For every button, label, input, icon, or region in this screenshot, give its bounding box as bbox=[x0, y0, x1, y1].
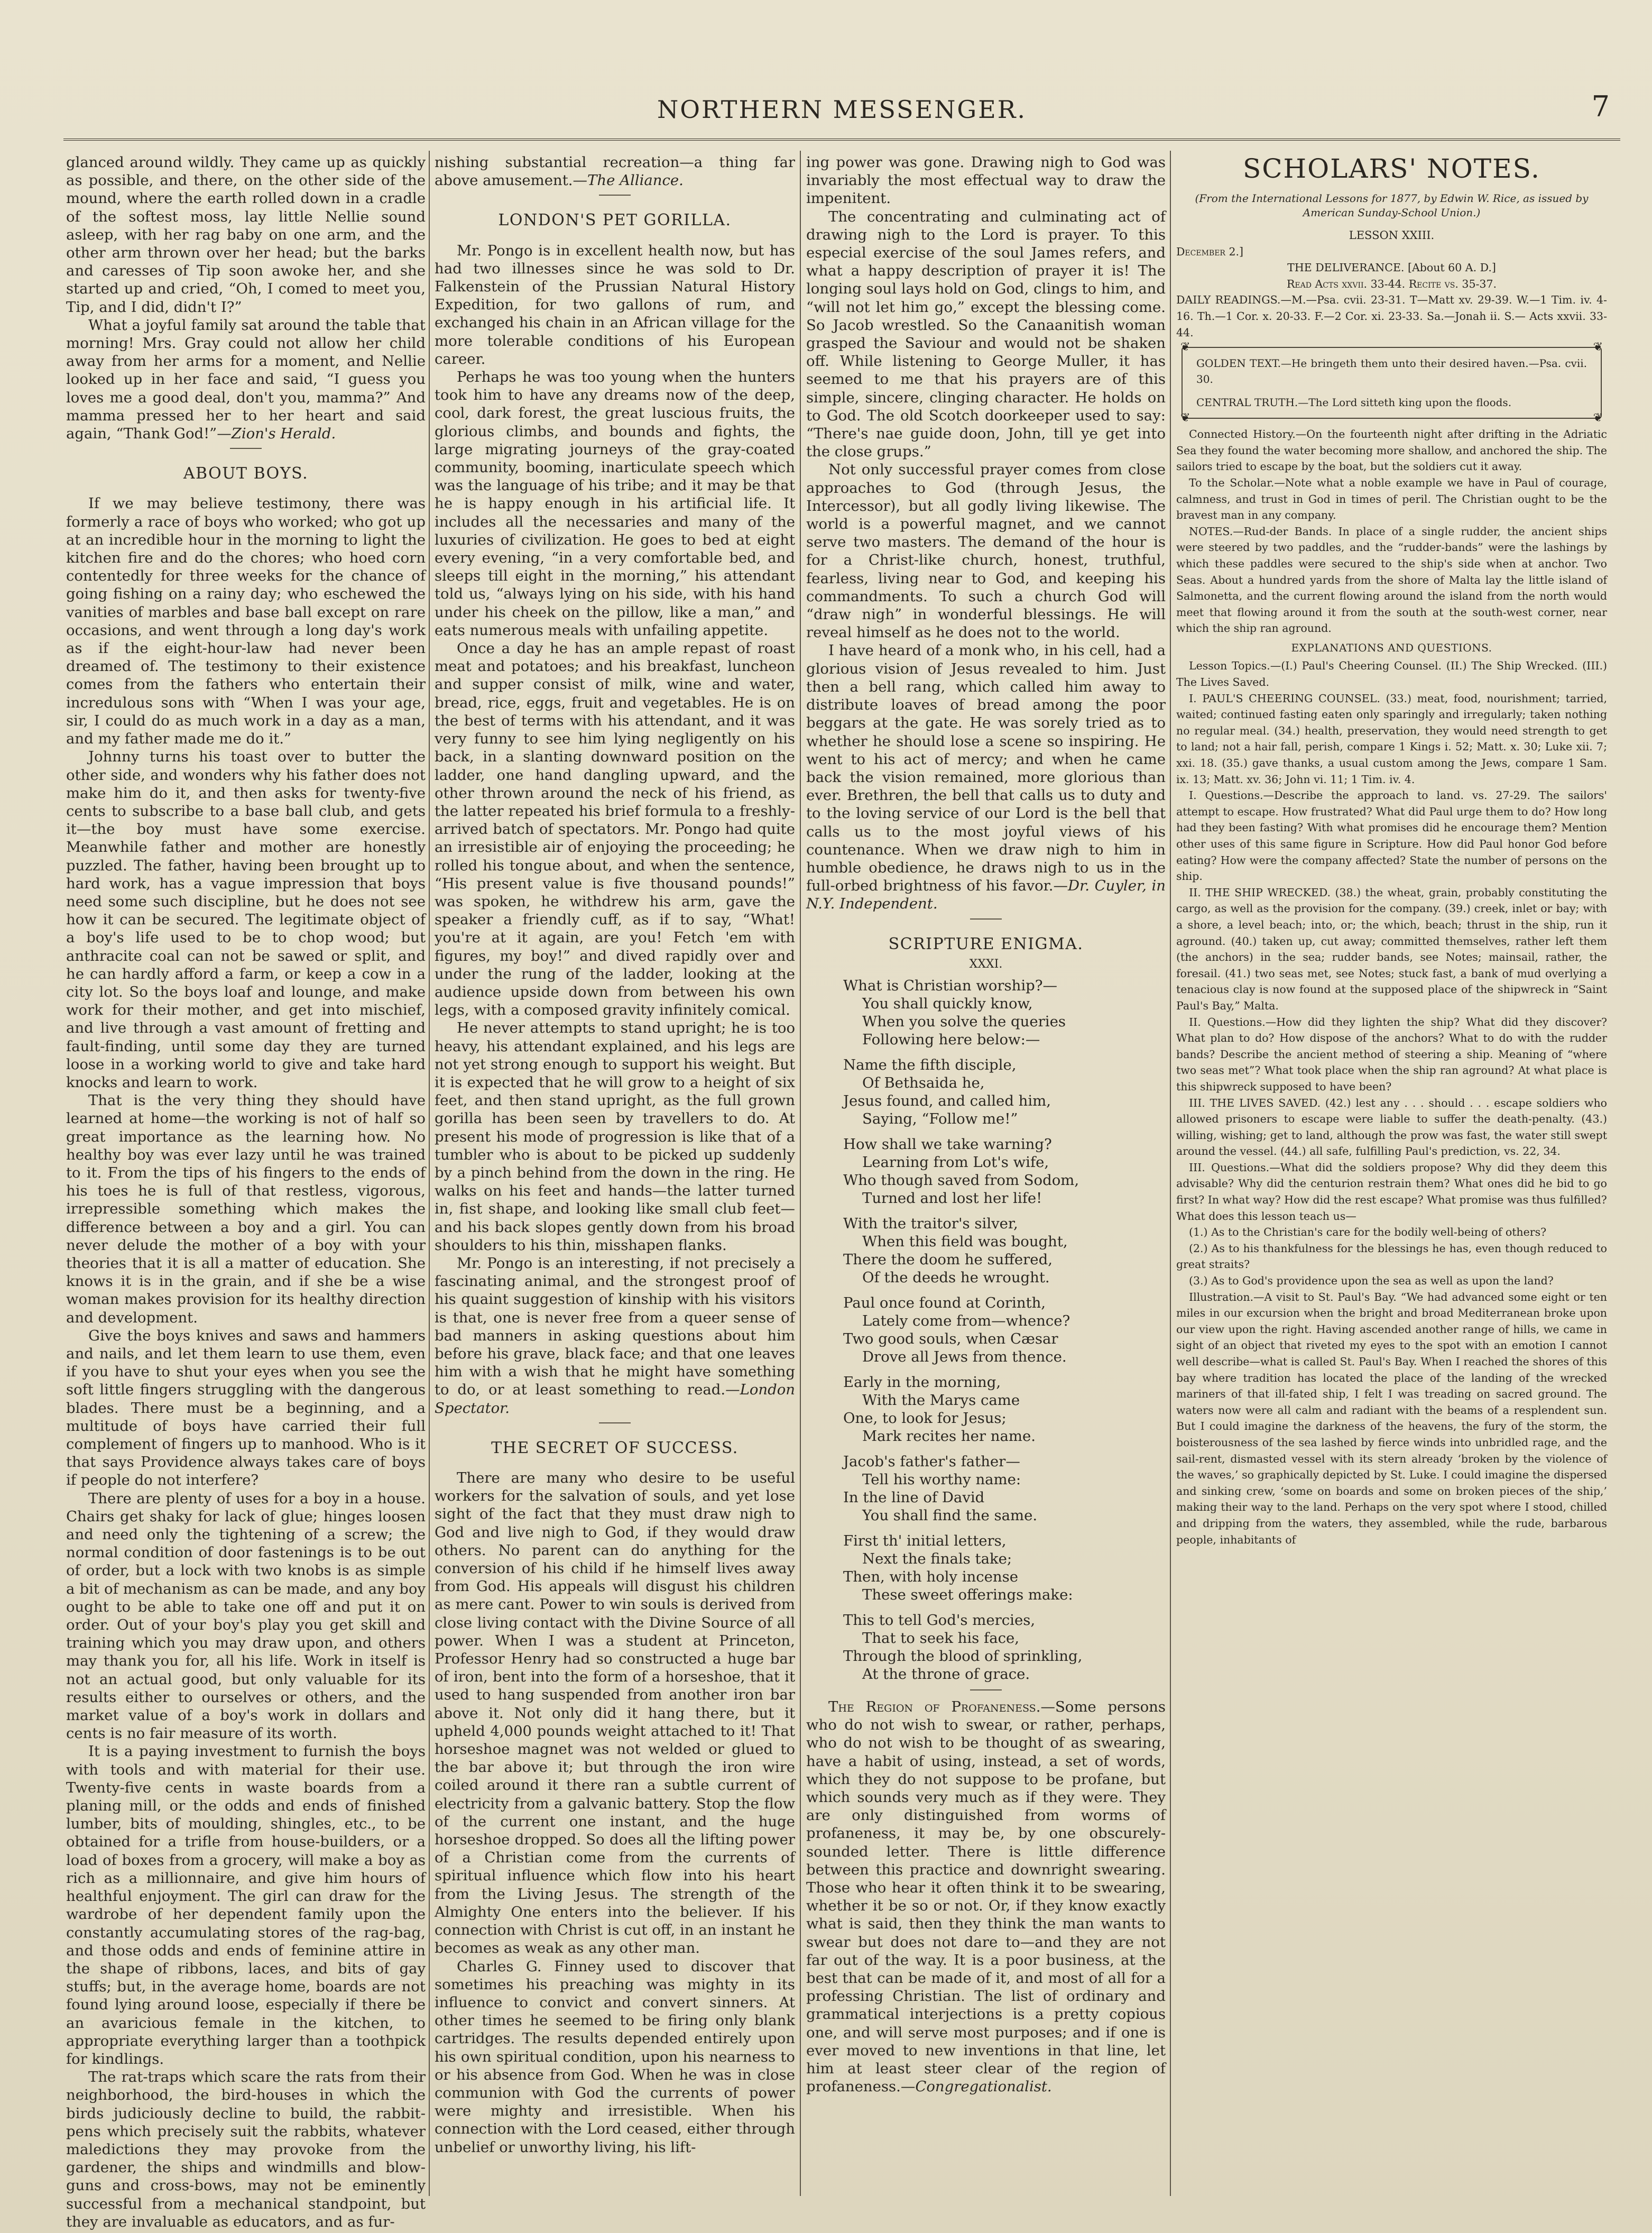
article-heading-secret-of-success: THE SECRET OF SUCCESS. bbox=[491, 1438, 739, 1457]
poem-line: Through the blood of sprinkling, bbox=[843, 1647, 1083, 1665]
lesson-teach: What does this lesson teach us— bbox=[1176, 1209, 1356, 1223]
paragraph-text: nishing substantial recreation—a thing far above amusement.— bbox=[435, 154, 795, 189]
poem-line: Jacob's father's father— bbox=[843, 1453, 1020, 1470]
poem-line: When this field was bought, bbox=[862, 1233, 1068, 1250]
paragraph: It is a paying investment to furnish the boys with tools and with material for their use. Twenty-five cents in waste boards from a planing mill, or the odds and ends of finished lumber, bits of moulding, shingles, etc., to be obtained for a trifle from house-builders, or a load of boxes from a grocery, will make a boy as rich as a millionnaire, and give him hours of healthful enjoyment. The girl can draw for the wardrobe of her dependent family upon the constantly accumulating stores of the rag-bag, and those odds and ends of feminine attire in the shape of ribbons, laces, and bits of gay stuffs; but, in the average home, boards are not found lying around loose, especially if there be an avaricious female in the kitchen, to appropriate everything larger than a toothpick for kindlings. bbox=[66, 1743, 426, 2067]
paragraph bbox=[806, 1698, 1166, 2096]
paragraph-lead: The Region of Profaneness. bbox=[828, 1698, 1041, 1715]
paragraph bbox=[806, 641, 1166, 913]
poem-line bbox=[843, 1128, 1166, 1135]
poem-line: Drove all Jews from thence. bbox=[862, 1348, 1067, 1365]
paragraph: The rat-traps which scare the rats from their neighborhood, the bird-houses in which the birds judiciously decline to build, the rabbit-pens which precisely suit the rabbits, whatever maledictions they may provoke from the gardener, the ships and windmills and blow-guns and cross-bows, may not be eminently successful from a mechanical standpoint, but they are invaluable as educators, and as fur- bbox=[66, 2069, 426, 2230]
poem-line: Following here below:— bbox=[862, 1031, 1040, 1048]
lesson-notes: NOTES.—Rud-der Bands. In place of a single rudder, the ancient ships were steered by two paddles, and the “rudder-bands” were the lashings by which these paddles were secured to the ship's side when at anchor. Two Seas. About a hundred yards from the shore of Malta lay the little island of Salmonetta, and the current flowing around the island from the north would meet that flowing around it from the south at the south-west corner, near which the ship ran aground. bbox=[1176, 525, 1607, 635]
poem-line: Then, with holy incense bbox=[843, 1568, 1018, 1585]
source-attribution: Zion's Herald. bbox=[231, 425, 336, 443]
column-2 bbox=[435, 153, 795, 2191]
page-number: 7 bbox=[1591, 90, 1610, 123]
paragraph: That is the very thing they should have learned at home—the working is not of half so great importance as the learning how. No healthy boy was ever lazy until he was trained to it. From the tips of his fingers to the ends of his toes he is full of that restless, vigorous, irrepressible something which makes the difference between a boy and a girl. You can never delude the mother of a boy with your theories that it is all a matter of education. She knows it is in the grain, and if she be a wise woman makes provision for its healthy direction and development. bbox=[66, 1092, 426, 1326]
poem-line: These sweet offerings make: bbox=[862, 1586, 1073, 1603]
teach-point-1: (1.) As to the Christian's care for the bodily well-being of others? bbox=[1189, 1226, 1547, 1239]
column-rule-3 bbox=[1170, 151, 1171, 2196]
poem-line: Who though saved from Sodom, bbox=[843, 1171, 1079, 1189]
central-truth: CENTRAL TRUTH.—The Lord sitteth king upon the floods. bbox=[1196, 396, 1512, 409]
paragraph: Charles G. Finney used to discover that sometimes his preaching was mighty in its influence to convict and convert sinners. At other times he seemed to be firing only blank cartridges. The results depended entirely upon his own spiritual condition, upon his nearness to or his absence from God. When he was in close communion with God the currents of power were mighty and irresistible. When his connection with the Lord ceased, either through unbelief or unworthy living, his lift- bbox=[435, 1958, 795, 2156]
lesson-topics: Lesson Topics.—(I.) Paul's Cheering Counsel. (II.) The Ship Wrecked. (III.) The Lives Saved. bbox=[1176, 659, 1607, 689]
lesson-date: December 2.] bbox=[1176, 245, 1244, 258]
section-ship-wrecked: II. THE SHIP WRECKED. (38.) the wheat, grain, probably constituting the cargo, as well as the provision for the company. (39.) creek, inlet or bay; with a shore, a level beach; into, or; the which, beach; thrust in the ship, run it aground. (40.) taken up, cut away; committed themselves, rather left them (the anchors) in the sea; rudder bands, see Notes; mainsail, rather, the foresail. (41.) two seas met, see Notes; stuck fast, a bank of mud overlying a tenacious clay is now found at the supposed place of the shipwreck in “Saint Paul's Bay,” Malta. bbox=[1176, 886, 1607, 1012]
poem-line: What is Christian worship?— bbox=[843, 977, 1058, 994]
poem-line: Early in the morning, bbox=[843, 1373, 1001, 1391]
teach-point-2: (2.) As to his thankfulness for the blessings he has, even though reduced to great straits? bbox=[1176, 1242, 1607, 1271]
paragraph: Not only successful prayer comes from close approaches to God (through Jesus, the Intercessor), but all godly living likewise. The world is a powerful magnet, and we cannot serve two masters. The demand of the hour is for a Christ-like church, honest, truthful, fearless, living near to God, and keeping his commandments. To such a church God will “draw nigh” in wonderful blessings. He will reveal himself as he does not to the world. bbox=[806, 461, 1166, 641]
poem-line: There the doom he suffered, bbox=[843, 1251, 1053, 1268]
paragraph: The concentrating and culminating act of drawing nigh to the Lord is prayer. To this especial exercise of the soul James refers, and what a happy description of prayer it is! The longing soul lays hold on God, clings to him, and “will not let him go,” except the blessing come. So Jacob wrestled. So the Canaanitish woman grasped the Saviour and would not be shaken off. While listening to George Muller, it has seemed to me that his prayers are of this simple, sincere, clinging character. He holds on to God. The old Scotch doorkeeper used to say: “There's nae guide doon, John, till ye get into the close grups.” bbox=[806, 208, 1166, 461]
poem-line: Of Bethsaida he, bbox=[862, 1074, 985, 1091]
poem-line: Turned and lost her life! bbox=[862, 1189, 1042, 1207]
paragraph: Once a day he has an ample repast of roast meat and potatoes; and his breakfast, luncheon and supper consist of milk, wine and water, bread, rice, eggs, fruit and vegetables. He is on the best of terms with his attendant, and it was very funny to see him lying negligently on his back, in a slanting downward position on the ladder, one hand dangling upward, and the other thrown around the neck of his friend, as the latter repeated his brief formula to a freshly-arrived batch of spectators. Mr. Pongo had quite an irresistible air of enjoying the proceeding; he rolled his tongue about, and when the sentence, “His present value is five thousand pounds!” was spoken, he withdrew his arm, gave the speaker a friendly cuff, as if to say, “What! you're at it again, are you! Fetch 'em with figures, my boy!” and dived rapidly over and under the rung of the ladder, looking at the audience upside down from between his own legs, with a composed gravity infinitely comical. bbox=[435, 640, 795, 1019]
poem-line: Mark recites her name. bbox=[862, 1427, 1036, 1445]
poem-line bbox=[843, 1049, 1166, 1056]
poem-line: Name the fifth disciple, bbox=[843, 1056, 1017, 1073]
poem-line: Learning from Lot's wife, bbox=[862, 1153, 1049, 1171]
illustration: Illustration.—A visit to St. Paul's Bay. “We had advanced some eight or ten miles in our excursion when the bright and broad Mediterranean broke upon our view upon the right. Having ascended another range of hills, we came in sight of an object that riveted my eyes to the spot with an emotion I cannot well describe—what is called St. Paul's Bay. When I reached the shores of this bay where tradition has located the place of the landing of the wrecked mariners of that ill-fated ship, I felt I was treading on sacred ground. The waters now were all calm and radiant with the beams of a resplendent sun. But I could imagine the darkness of the heavens, the fury of the storm, the boisterousness of the sea lashed by fierce winds into unbridled rage, and the sail-rent, dismasted vessel with its stern already ‘broken by the violence of the waves,’ so graphically depicted by St. Luke. I could imagine the dispersed and sinking crew, ‘some on boards and some on broken pieces of the ship,’ making their way to the land. Perhaps on the very spot where I stood, chilled and dripping from the waters, they assembled, while the rude, barbarous people, inhabitants of bbox=[1176, 1290, 1607, 1546]
paragraph: Give the boys knives and saws and hammers and nails, and let them learn to use them, even if you have to shut your eyes when you see the soft little fingers struggling with the dangerous blades. There must be a beginning, and a multitude of boys have carried their full complement of fingers up to manhood. Who is it that says Providence always takes care of boys if people do not interfere? bbox=[66, 1327, 426, 1489]
poem-line: You shall find the same. bbox=[862, 1506, 1038, 1524]
to-the-scholar: To the Scholar.—Note what a noble example we have in Paul of courage, calmness, and trust in God in times of peril. The Christian ought to be the bravest man in any company. bbox=[1176, 476, 1607, 522]
poem-line: Saying, “Follow me!” bbox=[862, 1110, 1018, 1127]
section-divider bbox=[599, 1422, 631, 1423]
enigma-number: XXXI. bbox=[969, 957, 1003, 971]
poem-line: At the throne of grace. bbox=[862, 1665, 1030, 1683]
poem-line: When you solve the queries bbox=[862, 1013, 1066, 1030]
golden-text-box bbox=[1180, 341, 1603, 425]
poem-line: With the Marys came bbox=[862, 1391, 1020, 1409]
poem-line bbox=[843, 1366, 1166, 1373]
explanations-heading: EXPLANATIONS AND QUESTIONS. bbox=[1291, 641, 1492, 654]
section-divider bbox=[599, 195, 631, 196]
lesson-title: THE DELIVERANCE. [About 60 A. D.] bbox=[1287, 261, 1496, 274]
poem-line bbox=[843, 1604, 1166, 1611]
paragraph-text: I have heard of a monk who, in his cell, had a glorious vision of Jesus revealed to him. Just then a bell rang, which called him away to distribute loaves of bread among the poor beggars at the gate. He was sorely tried as to whether he should lose a scene so inspiring. He went to his act of mercy; and when he came back the vision remained, more glorious than ever. Brethren, the bell that calls us to duty and to the loving service of our Lord is the bell that calls us to the most joyful views of his countenance. When we draw nigh to him in humble obedience, he draws nigh to us in the full-orbed brightness of his favor.— bbox=[806, 642, 1166, 895]
poem-line: Jesus found, and called him, bbox=[843, 1092, 1051, 1109]
paragraph: Perhaps he was too young when the hunters took him to have any dreams now of the deep, cool, dark forest, the great luscious fruits, the glorious climbs, and bounds and fights, the large migrating journeys of the gray-coated community, booming, inarticulate speech which was the language of his tribe; and it may be that he is happy enough in his artificial life. It includes all the necessaries and many of the luxuries of civilization. He goes to bed at eight every evening, “in a very comfortable bed, and sleeps till eight in the morning,” his attendant told us, “always lying on his side, with his hand under his cheek on the pillow, like a man,” and eats numerous meals with unfailing appetite. bbox=[435, 369, 795, 639]
column-3 bbox=[806, 153, 1166, 2191]
connected-history: Connected History.—On the fourteenth night after drifting in the Adriatic Sea they found the water becoming more shallow, and anchored the ship. The sailors tried to escape by the boat, but the soldiers cut it away. bbox=[1176, 428, 1607, 473]
masthead bbox=[63, 90, 1620, 137]
scholars-notes-title: SCHOLARS' NOTES. bbox=[1243, 153, 1540, 184]
lesson-reading: Read Acts xxvii. 33-44. Recite vs. 35-37. bbox=[1286, 277, 1497, 290]
poem-line: Two good souls, when Cæsar bbox=[843, 1330, 1058, 1347]
masthead-rule bbox=[63, 139, 1620, 141]
poem-line: Of the deeds he wrought. bbox=[862, 1269, 1050, 1286]
section-3-questions: III. Questions.—What did the soldiers propose? Why did they deem this advisable? Why did the centurion restrain them? What ones did he bid to go first? In what way? How did the rest escape? What promise was thus fulfilled? bbox=[1176, 1161, 1607, 1207]
daily-readings: DAILY READINGS.—M.—Psa. cvii. 23-31. T—Matt xv. 29-39. W.—1 Tim. iv. 4-16. Th.—1 Cor. x. 20-33. F.—2 Cor. xi. 23-33. Sa.—Jonah ii. S.— Acts xxvii. 33-44. bbox=[1176, 293, 1607, 339]
paragraph bbox=[435, 153, 795, 189]
poem-line: Next the finals take; bbox=[862, 1550, 1012, 1567]
column-1 bbox=[66, 153, 426, 2230]
column-rule-1 bbox=[429, 151, 430, 2196]
section-divider bbox=[970, 918, 1002, 920]
enigma-poem bbox=[843, 977, 1166, 1683]
section-1-questions: I. Questions.—Describe the approach to land. vs. 27-29. The sailors' attempt to escape. How frustrated? What did Paul urge them to do? How long had they been fasting? With what promises did he encourage them? Mention other uses of this same figure in Scripture. How did Paul honor God before eating? How were the company affected? State the number of persons on the ship. bbox=[1176, 789, 1607, 883]
poem-line: In the line of David bbox=[843, 1488, 985, 1506]
poem-line: Lately come from—whence? bbox=[862, 1312, 1070, 1329]
paragraph: glanced around wildly. They came up as quickly as possible, and there, on the other side of the mound, where the earth rolled down in a cradle of the softest moss, lay little Nellie sound asleep, with her rag baby on one arm, and the other arm thrown over her head; but the barks and caresses of Tip soon awoke her, and she started up and cried, “Oh, I comed to meet you, Tip, and I did, didn't I?” bbox=[66, 154, 426, 316]
paragraph: He never attempts to stand upright; he is too heavy, his attendant explained, and his legs are not yet strong enough to support his weight. But it is expected that he will grow to a height of six feet, and then stand upright, as the full grown gorilla has been seen by travellers to do. At present his mode of progression is like that of a tumbler who is about to be picked up suddenly by a pinch behind from the down in the ring. He walks on his feet and hands—the latter turned in, fist shape, and looking like small club feet—and his back slopes gently down from his broad shoulders to his thin, misshapen flanks. bbox=[435, 1019, 795, 1254]
poem-line bbox=[843, 1286, 1166, 1294]
poem-line: That to seek his face, bbox=[862, 1629, 1020, 1647]
column-rule-2 bbox=[800, 151, 801, 2196]
paragraph bbox=[66, 316, 426, 443]
section-divider bbox=[970, 1689, 1002, 1690]
ornament-icon: ❦ bbox=[1180, 341, 1190, 354]
poem-line: One, to look for Jesus; bbox=[843, 1409, 1007, 1427]
lesson-number: LESSON XXIII. bbox=[1349, 229, 1435, 242]
section-divider bbox=[230, 448, 262, 449]
section-lives-saved: III. THE LIVES SAVED. (42.) lest any . . . should . . . escape soldiers who allowed prisoners to escape were liable to suffer the death-penalty. (43.) willing, wishing; get to land, although the prow was fast, the water still swept around the vessel. (44.) all safe, fulfilling Paul's prediction, vs. 22, 34. bbox=[1176, 1096, 1607, 1158]
poem-line: Tell his worthy name: bbox=[862, 1471, 1021, 1488]
ornament-icon: ❦ bbox=[1593, 411, 1603, 425]
article-heading-gorilla: LONDON'S PET GORILLA. bbox=[498, 211, 732, 230]
paragraph: ing power was gone. Drawing nigh to God was invariably the most effectual way to draw the impenitent. bbox=[806, 154, 1166, 207]
paragraph-text: Mr. Pongo is an interesting, if not precisely a fascinating animal, and the strongest proof of his quaint suggestion of kinship with his visitors is that, one is never free from a queer sense of bad manners in asking questions about him before his grave, black face; and that one leaves him with a wish that he might have something to do, or at least something to read.— bbox=[435, 1254, 795, 1399]
teach-point-3: (3.) As to God's providence upon the sea as well as upon the land? bbox=[1189, 1274, 1554, 1288]
poem-line: With the traitor's silver, bbox=[843, 1215, 1018, 1232]
article-heading-scripture-enigma: SCRIPTURE ENIGMA. bbox=[888, 934, 1084, 953]
poem-line: How shall we take warning? bbox=[843, 1135, 1052, 1153]
source-attribution: Dr. Cuyler, in N.Y. Independent. bbox=[806, 877, 1166, 913]
poem-line bbox=[843, 1524, 1166, 1532]
source-attribution: The Alliance. bbox=[587, 172, 684, 189]
column-4 bbox=[1176, 153, 1607, 2191]
paragraph-text: What a joyful family sat around the table that morning! Mrs. Gray could not allow her child away from her arms for a moment, and Nellie looked up in her face and said, “I guess you loves me a good deal, don't you, mamma?” And mamma pressed her to her heart and said again, “Thank God!”— bbox=[66, 316, 426, 443]
poem-line: This to tell God's mercies, bbox=[843, 1611, 1036, 1629]
paragraph: There are plenty of uses for a boy in a house. Chairs get shaky for lack of glue; hinges loosen and need only the tightening of a screw; the normal condition of door fastenings is to be out of order, but a lock with two knobs is as simple a bit of mechanism as can be made, and any boy ought to be able to take one off and put it on order. Out of your boy's play you get skill and training which you may draw upon, and others may thank you for, all his life. Work in itself is not an actual good, but only valuable for its results either to ourselves or others, and the market value of a boy's work in dollars and cents is no fair measure of its worth. bbox=[66, 1490, 426, 1742]
paragraph-text: —Some persons who do not wish to swear, or rather, perhaps, who do not wish to be thought of as swearing, have a habit of using, instead, a set of words, which they do not suppose to be profane, but which sounds very much as if they were. They are only distinguished from worms of profaneness, it may be, by one obscurely-sounded letter. There is little difference between this practice and downright swearing. Those who hear it often think it to be swearing, whether it be so or not. Or, if they know exactly what is said, then they think the man wants to swear but does not dare to—and they are not far out of the way. It is a poor business, at the best that can be made of it, and most of all for a professing Christian. The list of ordinary and grammatical interjections is a pretty copious one, and will serve most purposes; and if one is ever moved to new inventions in that line, let him at least steer clear of the region of profaneness.— bbox=[806, 1698, 1166, 2096]
poem-line: Paul once found at Corinth, bbox=[843, 1294, 1046, 1311]
poem-line: You shall quickly know, bbox=[862, 995, 1033, 1012]
golden-text: GOLDEN TEXT.—He bringeth them unto their desired haven.—Psa. cvii. 30. bbox=[1196, 357, 1587, 386]
source-attribution: Congregationalist. bbox=[915, 2078, 1052, 2096]
paragraph: There are many who desire to be useful workers for the salvation of souls, and yet lose sight of the fact that they must draw nigh to God and live nigh to God, if they would draw others. No parent can do anything for the conversion of his child if he himself lives away from God. His appeals will disgust his children as mere cant. Power to win souls is derived from close living contact with the Divine Source of all power. When I was a student at Princeton, Professor Henry had so constructed a huge bar of iron, bent into the form of a horseshoe, that it used to hang suspended from another iron bar above it. Not only did it hang there, but it upheld 4,000 pounds weight attached to it! That horseshoe magnet was not welded or glued to the bar above it; but through the iron wire coiled around it there ran a subtle current of electricity from a galvanic battery. Stop the flow of the current one instant, and the huge horseshoe dropped. So does all the lifting power of a Christian come from the currents of spiritual influence which flow into his heart from the Living Jesus. The strength of the Almighty One enters into the believer. If his connection with Christ is cut off, in an instant he becomes as weak as any other man. bbox=[435, 1469, 795, 1957]
paragraph: Mr. Pongo is in excellent health now, but has had two illnesses since he was sold to Dr. Falkenstein of the Prussian Natural History Expedition, for two gallons of rum, and exchanged his chain in an African village for the more tolerable conditions of his European career. bbox=[435, 242, 795, 367]
paragraph bbox=[435, 1254, 795, 1417]
poem-line bbox=[843, 1445, 1166, 1453]
section-2-questions: II. Questions.—How did they lighten the ship? What did they discover? What plan to do? How dispose of the anchors? What to do with the rudder bands? Describe the ancient method of steering a ship. Meaning of “where two seas met”? What took place when the ship ran aground? At what place is this shipwreck supposed to have been? bbox=[1176, 1015, 1607, 1093]
poem-line: First th' initial letters, bbox=[843, 1532, 1007, 1549]
poem-line bbox=[843, 1207, 1166, 1215]
ornament-icon: ❦ bbox=[1593, 341, 1603, 354]
source-attribution: London Spectator. bbox=[435, 1381, 795, 1417]
paragraph: Johnny turns his toast over to butter the other side, and wonders why his father does not make him do it, and then asks for twenty-five cents to subscribe to a base ball club, and gets it—the boy must have some exercise. Meanwhile father and mother are honestly puzzled. The father, having been brought up to hard work, has a vague impression that boys need some such discipline, but he does not see how it can be secured. The legitimate object of a boy's life used to be to chop wood; but anthracite coal can not be sawed or split, and he can hardly afford a farm, or keep a cow in a city lot. So the boys loaf and lounge, and make work for their mother, and get into mischief, and live through a vast amount of fretting and fault-finding, until some day they are turned loose in a working world to give and take hard knocks and learn to work. bbox=[66, 748, 426, 1091]
paragraph: If we may believe testimony, there was formerly a race of boys who worked; who got up at an incredible hour in the morning to light the kitchen fire and do the chores; who hoed corn contentedly for three weeks for the chance of going fishing on a rainy day; who eschewed the vanities of marbles and base ball except on rare occasions, and went through a long day's work as if the eight-hour-law had never been dreamed of. The testimony to their existence comes from the fathers who entertain their incredulous sons with “When I was your age, sir, I could do as much work in a day as a man, and my father made me do it.” bbox=[66, 495, 426, 748]
notes-source: (From the International Lessons for 1877, by Edwin W. Rice, as issued by American Sunday-School Union.) bbox=[1195, 192, 1589, 219]
ornament-icon: ❦ bbox=[1180, 411, 1190, 425]
newspaper-title: NORTHERN MESSENGER. bbox=[657, 95, 1027, 124]
article-heading-about-boys: ABOUT BOYS. bbox=[183, 464, 309, 483]
section-paul-counsel: I. PAUL'S CHEERING COUNSEL. (33.) meat, food, nourishment; tarried, waited; continued fasting eaten only sparingly and irregularly; taken nothing no regular meal. (34.) health, preservation, they would need strength to get to land; not a hair fall, perish, compare 1 Kings i. 52; Matt. x. 30; Luke xii. 7; xxi. 18. (35.) gave thanks, a usual custom among the Jews, compare 1 Sam. ix. 13; Matt. xv. 36; John vi. 11; 1 Tim. iv. 4. bbox=[1176, 692, 1607, 786]
